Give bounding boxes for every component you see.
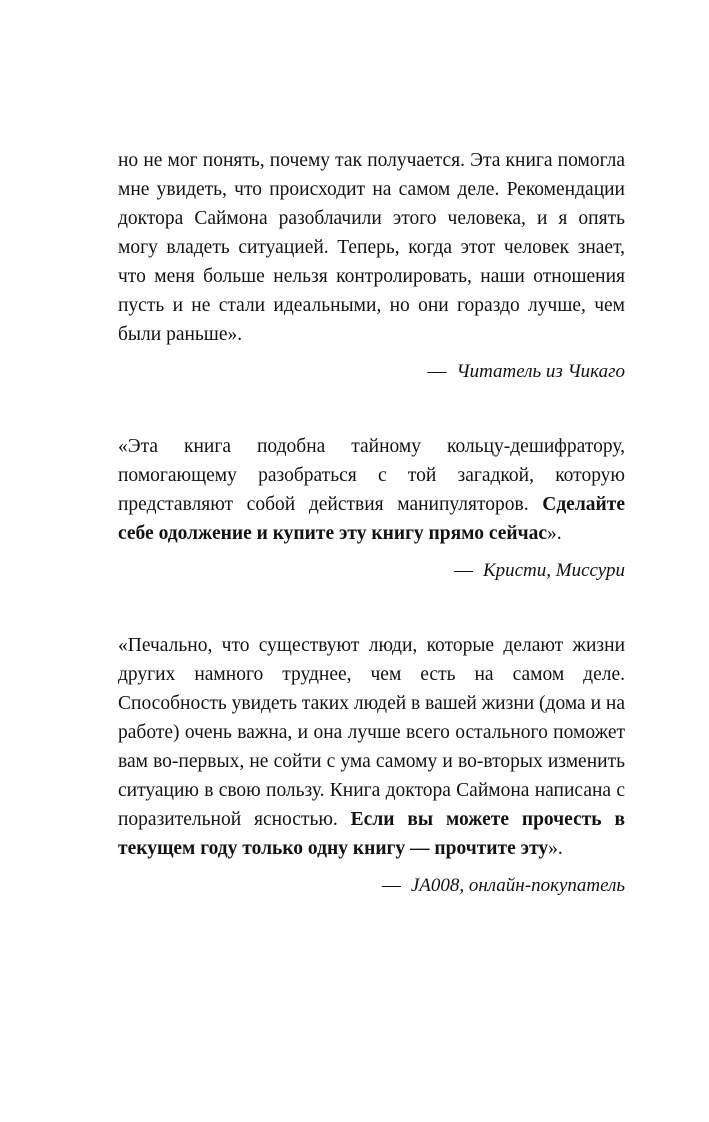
attribution-dash: — xyxy=(381,875,401,896)
testimonial-paragraph-1 xyxy=(118,146,625,349)
testimonial-3-text: «Печально, что существуют люди, которые делают жизни других намного труднее, чем есть на самом деле. Способность увидеть таких людей в вашей жизни (дома и на работе) очень важна, и она лучше всего остального поможет вам во-первых, не сойти с ума самому и во-вторых изменить ситуацию в свою пользу. Книга доктора Саймона написана с поразительной ясностью. xyxy=(118,635,625,830)
testimonial-attribution-3 xyxy=(118,871,625,900)
attribution-3-text: JA008, онлайн-покупатель xyxy=(410,875,625,896)
attribution-2-text: Кристи, Миссури xyxy=(482,560,625,581)
testimonial-2-text: «Эта книга подобна тайному кольцу-дешифратору, помогающему разобраться с той загадкой, которую представляют собой действия манипуляторов. xyxy=(118,436,625,515)
testimonial-attribution-1 xyxy=(118,357,625,386)
attribution-dash: — xyxy=(453,560,473,581)
attribution-1-text: Читатель из Чикаго xyxy=(456,361,625,382)
testimonial-3-closing: ». xyxy=(548,838,563,859)
testimonial-3-bold-text: Если вы можете прочесть в текущем году только одну книгу — прочтите эту xyxy=(118,809,625,859)
testimonial-1-text: но не мог понять, почему так получается. Эта книга помогла мне увидеть, что происходит на самом деле. Рекомендации доктора Саймона разоблачили этого человека, и я опять могу владеть ситуацией. Теперь, когда этот человек знает, что меня больше нельзя контролировать, наши отношения пусть и не стали идеальными, но они гораздо лучше, чем были раньше». xyxy=(118,150,625,345)
attribution-dash: — xyxy=(427,361,447,382)
testimonial-paragraph-3 xyxy=(118,631,625,863)
testimonial-2-bold-text: Сделайте себе одолжение и купите эту книгу прямо сейчас xyxy=(118,494,625,544)
testimonial-2-closing: ». xyxy=(547,523,562,544)
testimonial-paragraph-2 xyxy=(118,432,625,548)
testimonial-attribution-2 xyxy=(118,556,625,585)
